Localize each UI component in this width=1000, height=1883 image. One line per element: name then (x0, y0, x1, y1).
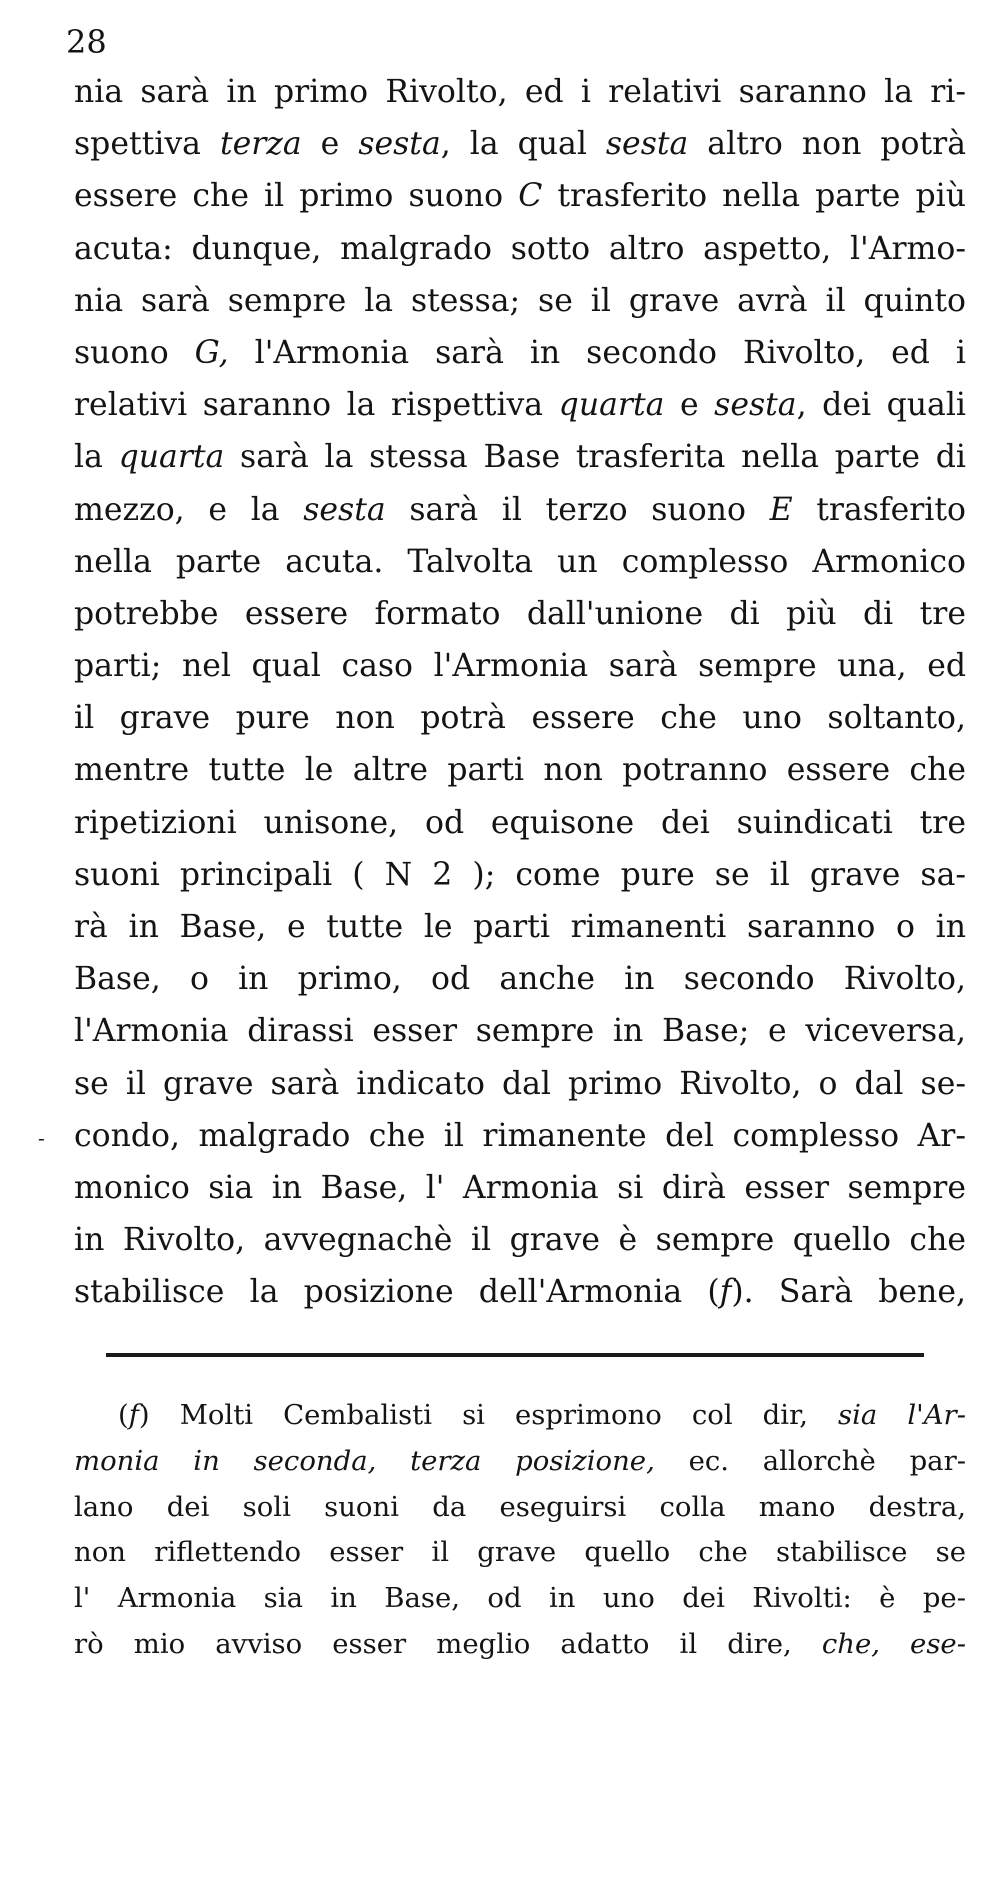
text-line-17: rà in Base, e tutte le parti rimanenti saranno o in (74, 909, 966, 945)
text-line-5: nia sarà sempre la stessa; se il grave avrà il quinto (74, 282, 966, 319)
text-line-9: mezzo, e la sesta sarà il terzo suono E trasferito (74, 491, 966, 528)
text-line-6: suono G, l'Armonia sarà in secondo Rivolto, ed i (74, 334, 966, 371)
text-line-2: spettiva terza e sesta, la qual sesta altro non potrà (74, 126, 966, 163)
text-line-23: in Rivolto, avvegnachè il grave è sempre quello che (74, 1222, 966, 1259)
text-line-7: relativi saranno la rispettiva quarta e sesta, dei quali (74, 387, 966, 424)
footnote-separator-rule (106, 1353, 924, 1357)
footnote-line-2: monia in seconda, terza posizione, ec. allorchè par- (74, 1444, 967, 1477)
text-line-1: nia sarà in primo Rivolto, ed i relativi saranno la ri- (74, 74, 966, 110)
text-line-4: acuta: dunque, malgrado sotto altro aspetto, l'Armo- (74, 230, 966, 267)
footnote-line-1: (f) Molti Cembalisti si esprimono col dir, sia l'Ar- (118, 1399, 966, 1431)
footnote-block (74, 1393, 966, 1668)
text-line-14: mentre tutte le altre parti non potranno essere che (74, 752, 966, 789)
text-line-15: ripetizioni unisone, od equisone dei suindicati tre (74, 804, 966, 841)
text-line-21: condo, malgrado che il rimanente del complesso Ar- (74, 1117, 966, 1154)
margin-mark: - (38, 1126, 45, 1150)
footnote-line-6: rò mio avviso esser meglio adatto il dire, che, ese- (74, 1627, 966, 1660)
main-text-block (74, 66, 966, 1319)
text-line-3: essere che il primo suono C trasferito nella parte più (74, 178, 966, 215)
page-number: 28 (66, 23, 107, 61)
text-line-13: il grave pure non potrà essere che uno soltanto, (74, 700, 966, 737)
text-line-24: stabilisce la posizione dell'Armonia (f). Sarà bene, (74, 1274, 966, 1311)
footnote-line-5: l' Armonia sia in Base, od in uno dei Rivolti: è pe- (74, 1582, 966, 1615)
text-line-19: l'Armonia dirassi esser sempre in Base; e viceversa, (74, 1013, 966, 1050)
text-line-20: se il grave sarà indicato dal primo Rivolto, o dal se- (74, 1065, 966, 1102)
text-line-16: suoni principali ( N 2 ); come pure se il grave sa- (74, 856, 966, 893)
footnote-line-3: lano dei soli suoni da eseguirsi colla mano destra, (74, 1490, 966, 1523)
footnote-line-4: non riflettendo esser il grave quello che stabilisce se (74, 1536, 966, 1569)
text-line-11: potrebbe essere formato dall'unione di più di tre (74, 595, 966, 632)
text-line-8: la quarta sarà la stessa Base trasferita nella parte di (74, 439, 967, 476)
text-line-10: nella parte acuta. Talvolta un complesso Armonico (74, 543, 966, 580)
text-line-22: monico sia in Base, l' Armonia si dirà esser sempre (74, 1169, 966, 1206)
text-line-18: Base, o in primo, od anche in secondo Rivolto, (74, 961, 966, 998)
text-line-12: parti; nel qual caso l'Armonia sarà sempre una, ed (74, 648, 966, 685)
